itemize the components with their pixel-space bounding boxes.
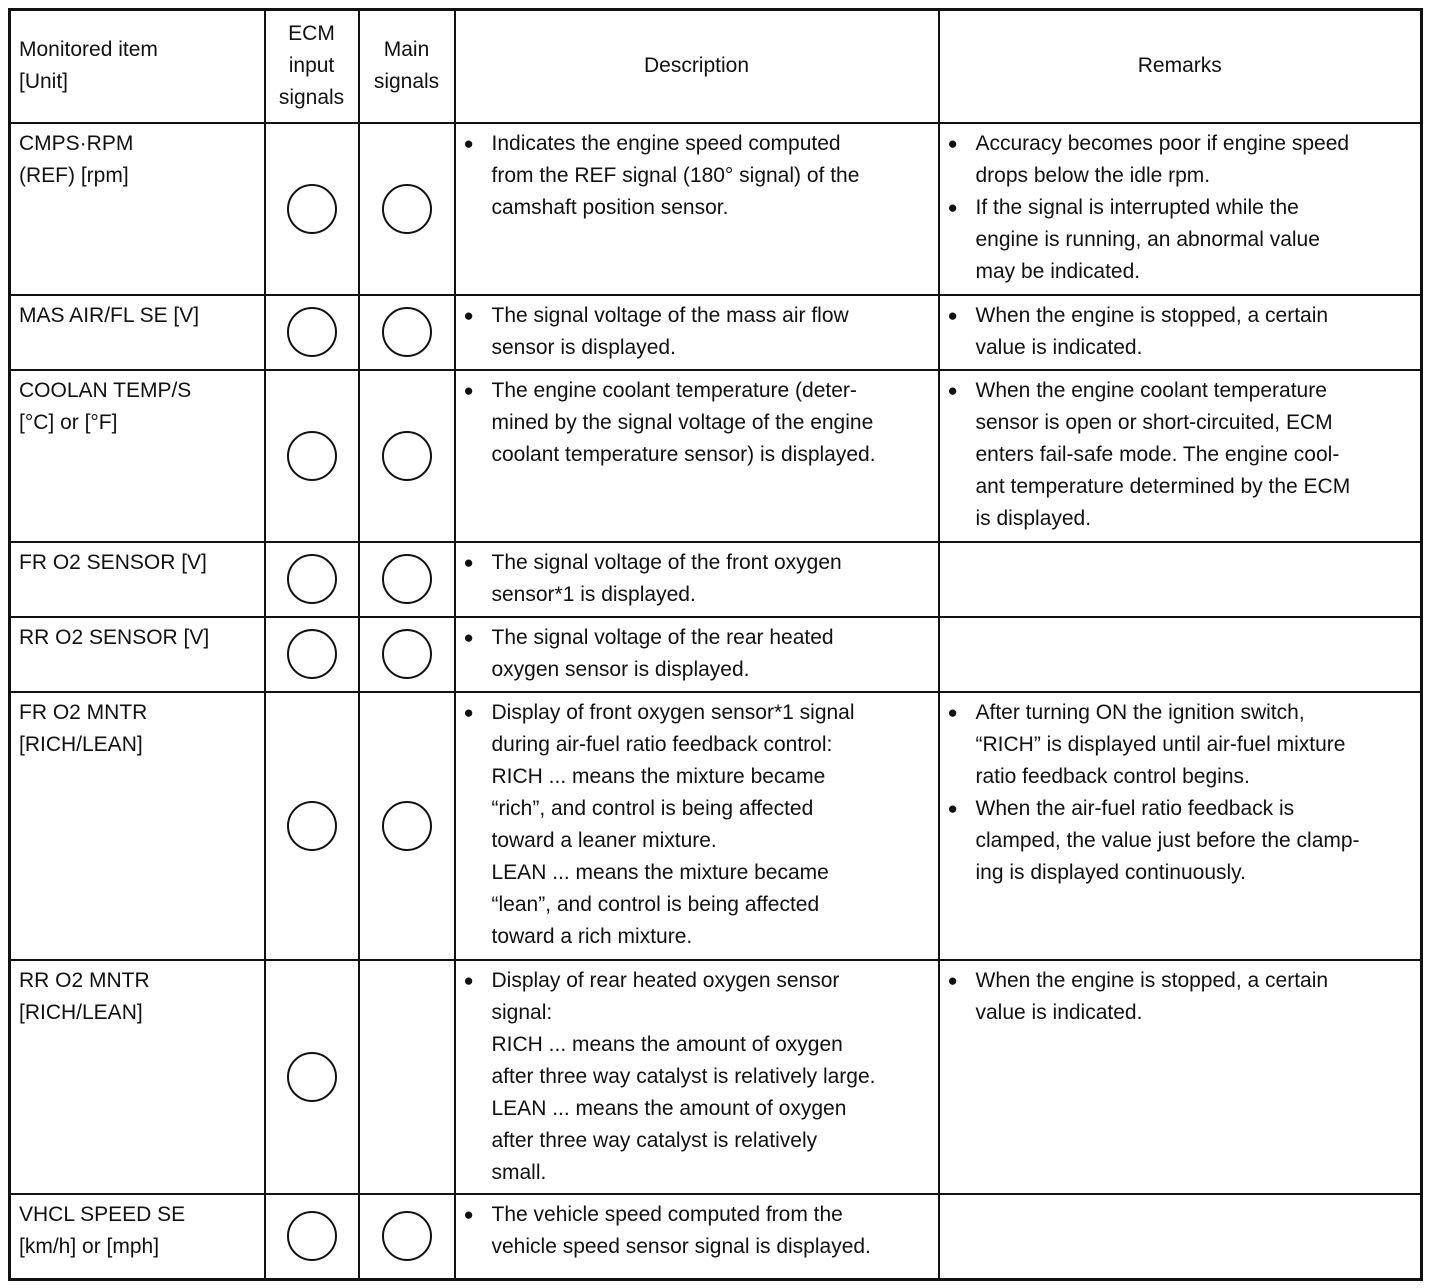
circle-mark-icon xyxy=(382,1211,432,1261)
remarks-bullet-item: ● When the air-fuel ratio feedback is clamped, the value just before the clamp- ing is displayed continuously. xyxy=(948,793,1413,889)
table-body xyxy=(10,123,1422,1280)
table-row xyxy=(10,295,1422,370)
circle-mark-icon xyxy=(382,629,432,679)
monitored-item-cell: MAS AIR/FL SE [V] xyxy=(10,295,265,370)
circle-mark-icon xyxy=(382,307,432,357)
main-signal-cell xyxy=(359,370,455,542)
description-bullet-list xyxy=(464,547,930,611)
ecm-input-signal-cell xyxy=(265,370,359,542)
circle-mark-icon xyxy=(287,801,337,851)
ecm-input-signal-cell xyxy=(265,295,359,370)
remarks-cell xyxy=(939,617,1422,692)
table-row xyxy=(10,617,1422,692)
circle-mark-icon xyxy=(287,629,337,679)
main-signal-cell xyxy=(359,542,455,617)
description-bullet-list xyxy=(464,697,930,953)
remarks-cell xyxy=(939,123,1422,295)
table-row xyxy=(10,370,1422,542)
header-remarks: Remarks xyxy=(939,10,1422,123)
circle-mark-icon xyxy=(382,431,432,481)
description-cell xyxy=(455,123,939,295)
description-bullet-item: ● Display of rear heated oxygen sensor signal: RICH ... means the amount of oxygen after three way catalyst is relatively large. LEAN ... means the amount of oxygen after three way catalyst is relatively small. xyxy=(464,965,930,1189)
monitored-item-cell: VHCL SPEED SE [km/h] or [mph] xyxy=(10,1194,265,1280)
monitored-items-table xyxy=(8,8,1423,1281)
table-row xyxy=(10,960,1422,1194)
remarks-bullet-list xyxy=(948,300,1413,364)
table-row xyxy=(10,692,1422,960)
remarks-cell xyxy=(939,542,1422,617)
ecm-input-signal-cell xyxy=(265,692,359,960)
header-monitored-item: Monitored item [Unit] xyxy=(10,10,265,123)
description-bullet-item: ● The signal voltage of the rear heated oxygen sensor is displayed. xyxy=(464,622,930,686)
description-bullet-list xyxy=(464,375,930,471)
description-cell xyxy=(455,295,939,370)
description-bullet-list xyxy=(464,622,930,686)
description-bullet-item: ● The signal voltage of the mass air flow sensor is displayed. xyxy=(464,300,930,364)
remarks-cell xyxy=(939,295,1422,370)
main-signal-cell xyxy=(359,295,455,370)
circle-mark-icon xyxy=(382,554,432,604)
circle-mark-icon xyxy=(287,184,337,234)
monitored-item-cell: FR O2 MNTR [RICH/LEAN] xyxy=(10,692,265,960)
description-bullet-item: ● Display of front oxygen sensor*1 signal during air-fuel ratio feedback control: RICH ... means the mixture became “rich”, and control is being affected toward a leaner mixture. LEAN ... means the mixture became “lean”, and control is being affected toward a rich mixture. xyxy=(464,697,930,953)
description-cell xyxy=(455,370,939,542)
main-signal-cell xyxy=(359,960,455,1194)
remarks-bullet-list xyxy=(948,965,1413,1029)
main-signal-cell xyxy=(359,123,455,295)
description-bullet-list xyxy=(464,128,930,224)
description-bullet-item: ● The signal voltage of the front oxygen sensor*1 is displayed. xyxy=(464,547,930,611)
monitored-item-cell: FR O2 SENSOR [V] xyxy=(10,542,265,617)
description-bullet-list xyxy=(464,300,930,364)
ecm-input-signal-cell xyxy=(265,617,359,692)
monitored-item-cell: RR O2 SENSOR [V] xyxy=(10,617,265,692)
circle-mark-icon xyxy=(287,1052,337,1102)
remarks-cell xyxy=(939,1194,1422,1280)
header-description: Description xyxy=(455,10,939,123)
circle-mark-icon xyxy=(287,554,337,604)
remarks-bullet-item: ● When the engine coolant temperature sensor is open or short-circuited, ECM enters fail-safe mode. The engine cool- ant temperature determined by the ECM is displayed. xyxy=(948,375,1413,535)
circle-mark-icon xyxy=(287,307,337,357)
header-ecm-input-signals: ECM input signals xyxy=(265,10,359,123)
description-cell xyxy=(455,617,939,692)
description-cell xyxy=(455,1194,939,1280)
description-bullet-item: ● The vehicle speed computed from the vehicle speed sensor signal is displayed. xyxy=(464,1199,930,1263)
main-signal-cell xyxy=(359,1194,455,1280)
description-bullet-item: ● Indicates the engine speed computed from the REF signal (180° signal) of the camshaft position sensor. xyxy=(464,128,930,224)
header-row xyxy=(10,10,1422,123)
remarks-bullet-item: ● When the engine is stopped, a certain value is indicated. xyxy=(948,300,1413,364)
description-bullet-list xyxy=(464,965,930,1189)
monitored-item-cell: RR O2 MNTR [RICH/LEAN] xyxy=(10,960,265,1194)
monitored-item-cell: COOLAN TEMP/S [°C] or [°F] xyxy=(10,370,265,542)
description-cell xyxy=(455,542,939,617)
table-row xyxy=(10,542,1422,617)
remarks-cell xyxy=(939,370,1422,542)
remarks-cell xyxy=(939,960,1422,1194)
ecm-input-signal-cell xyxy=(265,542,359,617)
description-cell xyxy=(455,692,939,960)
remarks-bullet-list xyxy=(948,697,1413,889)
ecm-input-signal-cell xyxy=(265,960,359,1194)
remarks-bullet-item: ● After turning ON the ignition switch, “RICH” is displayed until air-fuel mixture ratio feedback control begins. xyxy=(948,697,1413,793)
header-main-signals: Main signals xyxy=(359,10,455,123)
main-signal-cell xyxy=(359,617,455,692)
table-row xyxy=(10,123,1422,295)
circle-mark-icon xyxy=(382,184,432,234)
ecm-input-signal-cell xyxy=(265,123,359,295)
circle-mark-icon xyxy=(287,431,337,481)
remarks-cell xyxy=(939,692,1422,960)
remarks-bullet-list xyxy=(948,128,1413,288)
description-bullet-list xyxy=(464,1199,930,1263)
remarks-bullet-list xyxy=(948,375,1413,535)
remarks-bullet-item: ● When the engine is stopped, a certain value is indicated. xyxy=(948,965,1413,1029)
ecm-input-signal-cell xyxy=(265,1194,359,1280)
main-signal-cell xyxy=(359,692,455,960)
description-cell xyxy=(455,960,939,1194)
monitored-item-cell: CMPS·RPM (REF) [rpm] xyxy=(10,123,265,295)
description-bullet-item: ● The engine coolant temperature (deter- mined by the signal voltage of the engine coolant temperature sensor) is displayed. xyxy=(464,375,930,471)
circle-mark-icon xyxy=(382,801,432,851)
circle-mark-icon xyxy=(287,1211,337,1261)
remarks-bullet-item: ● If the signal is interrupted while the engine is running, an abnormal value may be indicated. xyxy=(948,192,1413,288)
table-row xyxy=(10,1194,1422,1280)
remarks-bullet-item: ● Accuracy becomes poor if engine speed drops below the idle rpm. xyxy=(948,128,1413,192)
